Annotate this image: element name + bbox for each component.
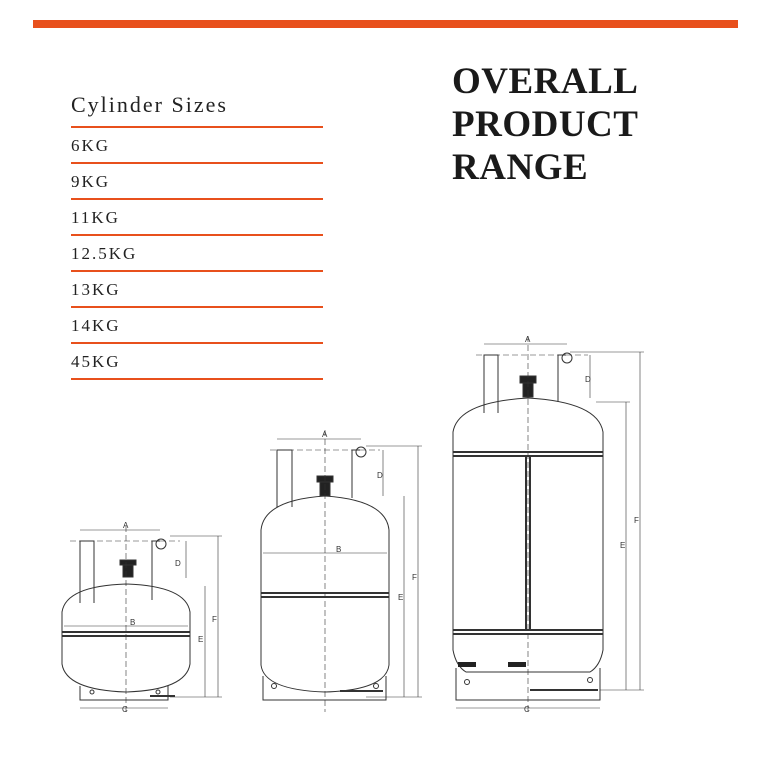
dim-label-a: A bbox=[322, 430, 328, 439]
heading-line-2: PRODUCT bbox=[452, 104, 639, 145]
size-item: 11KG bbox=[71, 200, 323, 236]
sizes-title: Cylinder Sizes bbox=[71, 90, 323, 128]
dim-label-a: A bbox=[123, 521, 129, 530]
medium-cylinder bbox=[261, 430, 422, 712]
heading-line-3: RANGE bbox=[452, 147, 589, 188]
dim-label-f: F bbox=[412, 573, 417, 582]
small-cylinder bbox=[62, 526, 222, 712]
dim-label-b: B bbox=[336, 545, 342, 554]
size-item: 45KG bbox=[71, 344, 323, 380]
dim-label-e: E bbox=[198, 635, 204, 644]
dim-label-d: D bbox=[585, 375, 591, 384]
size-item: 12.5KG bbox=[71, 236, 323, 272]
heading-line-1: OVERALL bbox=[452, 61, 639, 102]
dim-label-e: E bbox=[398, 593, 404, 602]
dim-label-d: D bbox=[377, 471, 383, 480]
large-cylinder bbox=[453, 336, 644, 712]
dim-label-d: D bbox=[175, 559, 181, 568]
size-item: 9KG bbox=[71, 164, 323, 200]
dim-label-b: B bbox=[130, 618, 136, 627]
dim-label-a: A bbox=[525, 335, 531, 344]
dim-label-f: F bbox=[634, 516, 639, 525]
dim-label-e: E bbox=[620, 541, 626, 550]
size-item: 14KG bbox=[71, 308, 323, 344]
dim-label-c: C bbox=[122, 705, 128, 714]
dim-label-f: F bbox=[212, 615, 217, 624]
dimension-labels bbox=[122, 335, 639, 714]
size-item: 13KG bbox=[71, 272, 323, 308]
size-item: 6KG bbox=[71, 128, 323, 164]
dim-label-c: C bbox=[524, 705, 530, 714]
